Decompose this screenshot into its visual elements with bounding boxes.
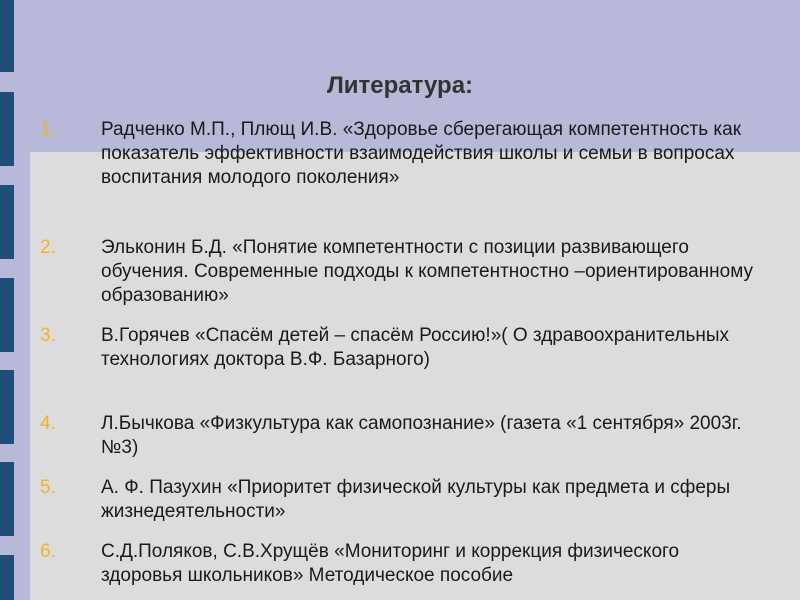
item-number: 2.	[40, 237, 56, 258]
item-text: Эльконин Б.Д. «Понятие компетентности с позиции развивающего обучения. Современные подходы к компетентностно –ориентированному образованию»	[101, 237, 753, 306]
item-text: Л.Бычкова «Физкультура как самопознание» (газета «1 сентября» 2003г. №3)	[101, 413, 742, 458]
item-text: Радченко М.П., Плющ И.В. «Здоровье сберегающая компетентность как показатель эффективности взаимодействия школы и семьи в вопросах воспитания молодого поколения»	[101, 119, 742, 188]
item-text: А. Ф. Пазухин «Приоритет физической культуры как предмета и сферы жизнедеятельности»	[101, 477, 731, 522]
item-number: 4.	[40, 413, 56, 434]
item-text: С.Д.Поляков, С.В.Хрущёв «Мониторинг и коррекция физического здоровья школьников» Методическое пособие	[101, 541, 680, 586]
item-text: В.Горячев «Спасём детей – спасём Россию!»( О здравоохранительных технологиях доктора В.Ф. Базарного)	[101, 325, 730, 370]
item-number: 1.	[40, 119, 56, 140]
slide-title: Литература:	[326, 72, 474, 99]
item-number: 6.	[40, 541, 56, 562]
item-number: 5.	[40, 477, 56, 498]
item-number: 3.	[40, 325, 56, 346]
